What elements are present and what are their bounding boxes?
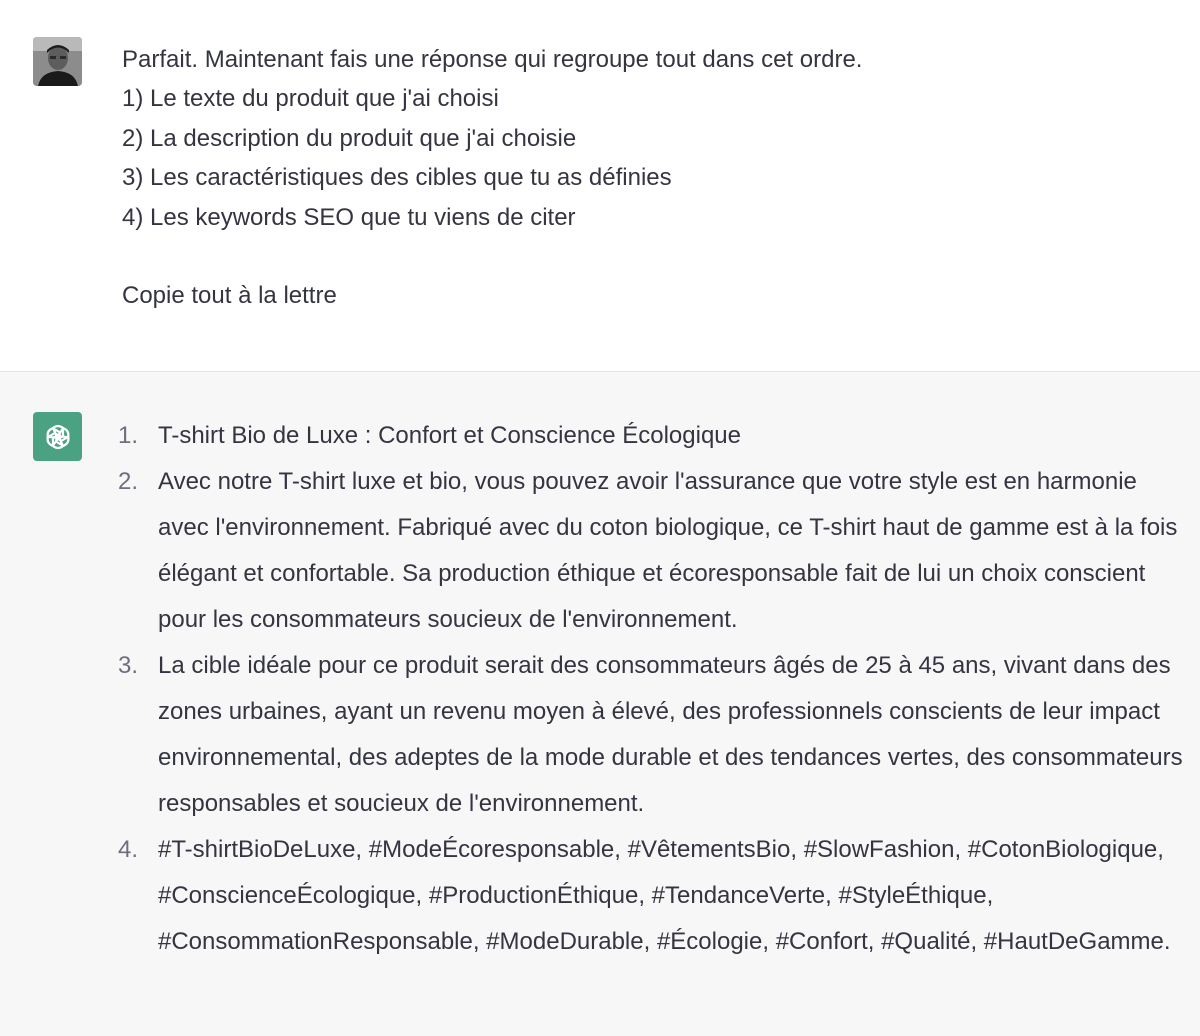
- list-item: [118, 413, 1188, 459]
- assistant-answer-list: [118, 413, 1188, 965]
- list-item: [118, 459, 1188, 643]
- user-message-line: 2) La description du produit que j'ai choisie: [122, 124, 577, 152]
- list-item-text: La cible idéale pour ce produit serait des consommateurs âgés de 25 à 45 ans, vivant dans des zones urbaines, ayant un revenu moyen à élevé, des professionnels conscients de leur impact environnemental, des adeptes de la mode durable et des tendances vertes, des consommateurs responsables et soucieux de l'environnement.: [158, 652, 1183, 817]
- user-message-line: 1) Le texte du produit que j'ai choisi: [122, 85, 499, 113]
- list-number: 3.: [118, 652, 139, 679]
- list-item-text: Avec notre T-shirt luxe et bio, vous pouvez avoir l'assurance que votre style est en harmonie avec l'environnement. Fabriqué avec du coton biologique, ce T-shirt haut de gamme est à la fois élégant et confortable. Sa production éthique et écoresponsable fait de lui un choix conscient pour les consommateurs soucieux de l'environnement.: [158, 468, 1178, 633]
- list-item: [118, 643, 1188, 827]
- user-message-text: [122, 40, 1162, 316]
- openai-logo-icon: [42, 421, 74, 453]
- user-message-line: 4) Les keywords SEO que tu viens de citer: [122, 203, 576, 231]
- list-number: 1.: [118, 422, 139, 449]
- user-message-line: 3) Les caractéristiques des cibles que tu as définies: [122, 164, 672, 192]
- list-item: [118, 827, 1188, 965]
- user-message: [0, 0, 1200, 372]
- user-photo-avatar-icon: [33, 37, 82, 86]
- user-avatar: [33, 37, 82, 86]
- list-number: 2.: [118, 468, 139, 495]
- assistant-avatar: [33, 412, 82, 461]
- list-number: 4.: [118, 836, 139, 863]
- list-item-text: #T-shirtBioDeLuxe, #ModeÉcoresponsable, #VêtementsBio, #SlowFashion, #CotonBiologique, #ConscienceÉcologique, #ProductionÉthique, #TendanceVerte, #StyleÉthique, #ConsommationResponsable, #ModeDurable, #Écologie, #Confort, #Qualité, #HautDeGamme.: [158, 836, 1171, 955]
- blank-line: [122, 237, 1162, 276]
- user-message-closing: Copie tout à la lettre: [122, 282, 337, 310]
- list-item-text: T-shirt Bio de Luxe : Confort et Conscience Écologique: [158, 422, 741, 449]
- user-message-line: Parfait. Maintenant fais une réponse qui regroupe tout dans cet ordre.: [122, 46, 863, 73]
